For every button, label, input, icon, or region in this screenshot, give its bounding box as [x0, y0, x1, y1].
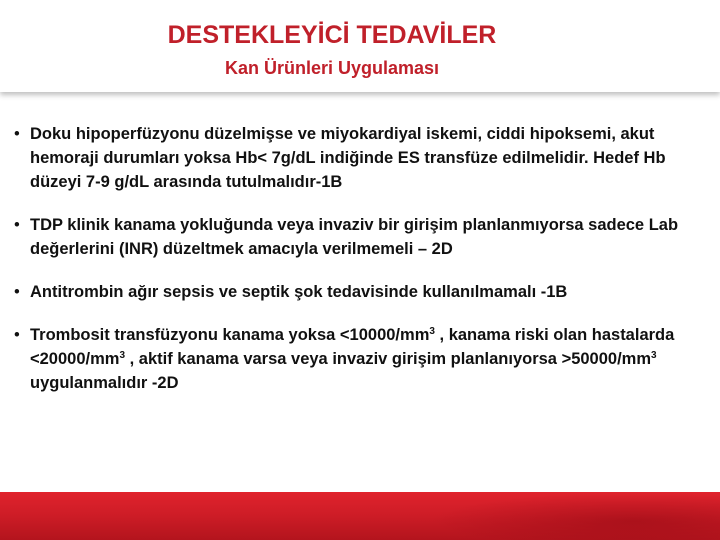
- footer-band: [0, 492, 720, 540]
- superscript: 3: [429, 326, 435, 337]
- slide-title: DESTEKLEYİCİ TEDAVİLER: [167, 21, 497, 49]
- bullet-list: [12, 122, 712, 395]
- bullet-item: [12, 122, 712, 194]
- bullet-item: [12, 213, 712, 261]
- bullet-text-part: , aktif kanama varsa veya invaziv girişim planlanıyorsa >50000/mm: [125, 350, 652, 368]
- slide-subtitle: Kan Ürünleri Uygulaması: [224, 58, 440, 78]
- bullet-item: [12, 323, 712, 395]
- bullet-text: • Doku hipoperfüzyonu düzelmişse ve miyokardiyal iskemi, ciddi hipoksemi, akut hemoraji durumları yoksa Hb< 7g/dL indiğinde ES transfüze edilmelidir. Hedef Hb düzeyi 7-9 g/dL arasında tutulmalıdır-1B: [30, 125, 666, 191]
- bullet-text-part: uygulanmalıdır -2D: [30, 374, 179, 392]
- bullet-text-part: Trombosit transfüzyonu kanama yoksa <10000/mm: [30, 326, 430, 344]
- bullet-text-part: , kanama riski olan hastalarda <20000/mm: [30, 326, 675, 368]
- bullet-text: [30, 323, 712, 395]
- slide-header: [0, 0, 720, 92]
- footer-shade: [430, 492, 720, 540]
- superscript: 3: [651, 350, 657, 361]
- bullet-text: • Antitrombin ağır sepsis ve septik şok tedavisinde kullanılmamalı -1B: [30, 283, 568, 301]
- superscript: 3: [119, 350, 126, 361]
- slide-content: [0, 92, 720, 492]
- bullet-item: [12, 280, 712, 304]
- bullet-text: • TDP klinik kanama yokluğunda veya invaziv bir girişim planlanmıyorsa sadece Lab değerlerini (INR) düzeltmek amacıyla verilmemeli – 2D: [30, 216, 679, 258]
